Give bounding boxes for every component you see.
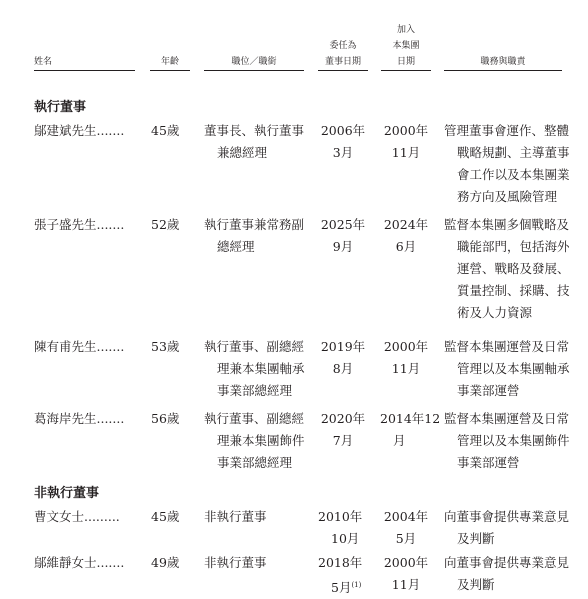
header-name-rule — [34, 70, 135, 71]
row-6-joined — [374, 552, 438, 596]
row-2-joined-month: 6月 — [395, 239, 417, 254]
row-2-joined — [374, 214, 438, 258]
row-5-position — [204, 506, 267, 528]
row-5-appointed — [318, 506, 362, 550]
row-2-duties-line: 監督本集團多個戰略及 — [444, 217, 570, 232]
row-3-age: 53歲 — [151, 339, 180, 354]
row-5-position-line: 非執行董事 — [204, 509, 267, 524]
header-joined-rule — [381, 70, 431, 71]
row-6-duties-line: 向董事會提供專業意見 — [444, 555, 570, 570]
row-4-appointed-month: 7月 — [332, 433, 354, 448]
row-4-duties-line: 監督本集團運營及日常 — [444, 411, 570, 426]
row-6-appointed-month-wrap — [318, 574, 362, 599]
row-2-duties-line: 運營、戰略及發展、 — [457, 261, 570, 276]
row-6-joined-month: 11月 — [391, 577, 421, 592]
header-age: 年齡 — [160, 57, 179, 67]
header-position: 職位／職銜 — [231, 57, 277, 67]
row-1-joined — [374, 120, 438, 164]
row-3-duties-line: 監督本集團運營及日常 — [444, 339, 570, 354]
row-5-name: 曹文女士......... — [34, 509, 120, 524]
row-6-position — [204, 552, 267, 574]
row-5-age: 45歲 — [151, 509, 180, 524]
row-4-duties-line: 事業部運營 — [457, 455, 520, 470]
header-duties: 職務與職責 — [480, 57, 526, 67]
row-4-position-line: 理兼本集團飾件 — [217, 433, 305, 448]
row-2-position — [204, 214, 304, 258]
row-2-appointed-month: 9月 — [332, 239, 354, 254]
row-3-appointed-month: 8月 — [332, 361, 354, 376]
row-5-duties-line: 及判斷 — [457, 531, 495, 546]
row-6-age: 49歲 — [151, 555, 180, 570]
row-3-position-line: 執行董事、副總經 — [204, 339, 305, 354]
row-2-appointed-year: 2025年 — [320, 217, 366, 232]
row-6-appointed — [318, 552, 362, 599]
row-2-duties — [444, 214, 570, 324]
row-4-joined-month: 月 — [393, 433, 406, 448]
header-name: 姓名 — [34, 57, 53, 67]
row-1-age: 45歲 — [151, 123, 180, 138]
row-3-position — [204, 336, 305, 402]
section-title-executive: 執行董事 — [34, 100, 87, 115]
row-4-name: 葛海岸先生....... — [34, 411, 125, 426]
row-1-duties-line: 管理董事會運作、整體 — [444, 123, 570, 138]
header-joined-line3: 日期 — [396, 57, 415, 67]
header-appointed-rule — [318, 70, 368, 71]
row-4-appointed — [314, 408, 372, 452]
row-3-duties — [444, 336, 570, 402]
row-3-name: 陳有甫先生....... — [34, 339, 125, 354]
row-4-joined — [380, 408, 440, 452]
row-3-joined — [374, 336, 438, 380]
row-1-duties-line: 戰略規劃、主導董事 — [457, 145, 570, 160]
row-5-appointed-year: 2010年 — [318, 509, 363, 524]
row-4-duties — [444, 408, 570, 474]
row-1-position — [204, 120, 304, 164]
row-2-duties-line: 質量控制、採購、技 — [457, 283, 570, 298]
row-1-appointed-year: 2006年 — [320, 123, 366, 138]
header-age-rule — [150, 70, 190, 71]
row-4-joined-year: 2014年12 — [380, 411, 441, 426]
row-3-position-line: 事業部總經理 — [217, 383, 293, 398]
row-2-appointed — [314, 214, 372, 258]
header-appointed — [318, 38, 368, 70]
row-3-appointed — [314, 336, 372, 380]
footnote-marker: (1) — [351, 581, 362, 589]
row-1-joined-month: 11月 — [391, 145, 421, 160]
row-1-name: 鄔建斌先生....... — [34, 123, 125, 138]
row-1-duties — [444, 120, 570, 208]
row-5-appointed-month: 10月 — [331, 531, 360, 546]
row-5-joined-year: 2004年 — [383, 509, 429, 524]
row-2-duties-line: 職能部門，包括海外 — [457, 239, 570, 254]
row-2-position-line: 執行董事兼常務副 — [204, 217, 305, 232]
header-appointed-line1: 委任為 — [329, 41, 357, 51]
row-4-position — [204, 408, 305, 474]
header-joined-line1: 加入 — [396, 25, 415, 35]
row-6-position-line: 非執行董事 — [204, 555, 267, 570]
row-2-duties-line: 術及人力資源 — [457, 305, 533, 320]
row-4-appointed-year: 2020年 — [320, 411, 366, 426]
row-1-position-line: 董事長、執行董事 — [204, 123, 305, 138]
header-appointed-line2: 董事日期 — [324, 57, 361, 67]
row-3-duties-line: 事業部運營 — [457, 383, 520, 398]
row-2-name: 張子盛先生....... — [34, 217, 125, 232]
row-6-name: 鄔維靜女士....... — [34, 555, 125, 570]
row-3-joined-year: 2000年 — [383, 339, 429, 354]
row-3-position-line: 理兼本集團軸承 — [217, 361, 305, 376]
row-4-age: 56歲 — [151, 411, 180, 426]
row-2-joined-year: 2024年 — [383, 217, 429, 232]
row-3-joined-month: 11月 — [391, 361, 421, 376]
header-joined-line2: 本集團 — [392, 41, 420, 51]
row-2-age: 52歲 — [151, 217, 180, 232]
row-3-appointed-year: 2019年 — [320, 339, 366, 354]
row-5-joined — [374, 506, 438, 550]
row-1-appointed — [314, 120, 372, 164]
row-1-position-line: 兼總經理 — [217, 145, 268, 160]
header-position-rule — [204, 70, 304, 71]
row-3-duties-line: 管理以及本集團軸承 — [457, 361, 570, 376]
row-2-position-line: 總經理 — [217, 239, 255, 254]
section-title-non-executive: 非執行董事 — [34, 486, 100, 501]
row-6-duties-line: 及判斷 — [457, 577, 495, 592]
row-1-appointed-month: 3月 — [332, 145, 354, 160]
row-5-joined-month: 5月 — [395, 531, 417, 546]
row-6-appointed-month: 5月 — [331, 580, 352, 596]
row-5-duties — [444, 506, 569, 550]
header-joined — [381, 22, 431, 70]
row-1-duties-line: 務方向及風險管理 — [457, 189, 558, 204]
row-6-duties — [444, 552, 569, 596]
row-5-duties-line: 向董事會提供專業意見 — [444, 509, 570, 524]
header-duties-rule — [444, 70, 562, 71]
row-1-joined-year: 2000年 — [383, 123, 429, 138]
row-6-appointed-year: 2018年 — [318, 555, 363, 570]
row-4-position-line: 事業部總經理 — [217, 455, 293, 470]
row-6-joined-year: 2000年 — [383, 555, 429, 570]
row-4-duties-line: 管理以及本集團飾件 — [457, 433, 570, 448]
row-4-position-line: 執行董事、副總經 — [204, 411, 305, 426]
row-1-duties-line: 會工作以及本集團業 — [457, 167, 570, 182]
